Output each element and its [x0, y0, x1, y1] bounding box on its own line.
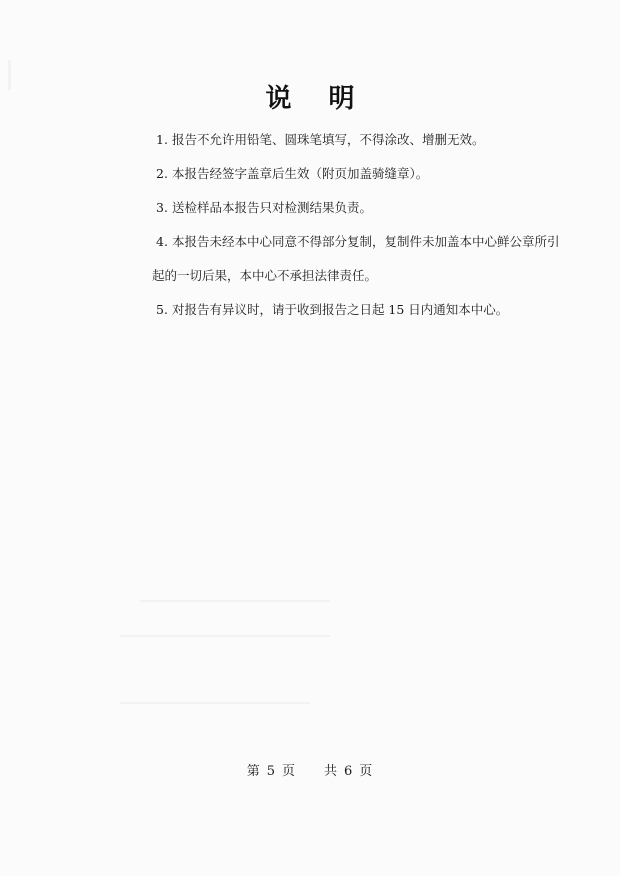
note-number: 5. [156, 302, 168, 317]
page-title: 说 明 [265, 84, 369, 114]
page-footer [0, 760, 620, 779]
scan-artifact [120, 635, 330, 637]
note-number: 4. [156, 234, 168, 249]
note-number: 3. [156, 200, 168, 215]
page-suffix: 页 [281, 764, 296, 779]
note-text: 对报告有异议时，请于收到报告之日起 15 日内通知本中心。 [171, 302, 509, 317]
page-total-number: 6 [344, 764, 354, 779]
note-item-4 [156, 225, 586, 259]
total-prefix: 共 [324, 764, 339, 779]
note-number: 2. [156, 166, 168, 181]
note-text: 报告不允许用铅笔、圆珠笔填写，不得涂改、增删无效。 [171, 132, 485, 147]
note-text: 本报告经签字盖章后生效（附页加盖骑缝章）。 [171, 166, 429, 181]
note-item-1 [156, 123, 586, 157]
notes-list [152, 123, 586, 327]
page-current-number: 5 [266, 764, 276, 779]
note-item-4-continued [152, 259, 586, 293]
total-suffix: 页 [359, 764, 374, 779]
scan-artifact [120, 702, 310, 704]
note-text: 送检样品本报告只对检测结果负责。 [171, 200, 372, 215]
note-text: 本报告未经本中心同意不得部分复制，复制件未加盖本中心鲜公章所引 [171, 234, 560, 249]
note-item-5 [156, 293, 586, 327]
note-item-2 [156, 157, 586, 191]
page-prefix: 第 [246, 764, 261, 779]
scan-artifact [140, 600, 330, 602]
note-number: 1. [156, 132, 168, 147]
note-text: 起的一切后果，本中心不承担法律责任。 [152, 268, 378, 283]
note-item-3 [156, 191, 586, 225]
